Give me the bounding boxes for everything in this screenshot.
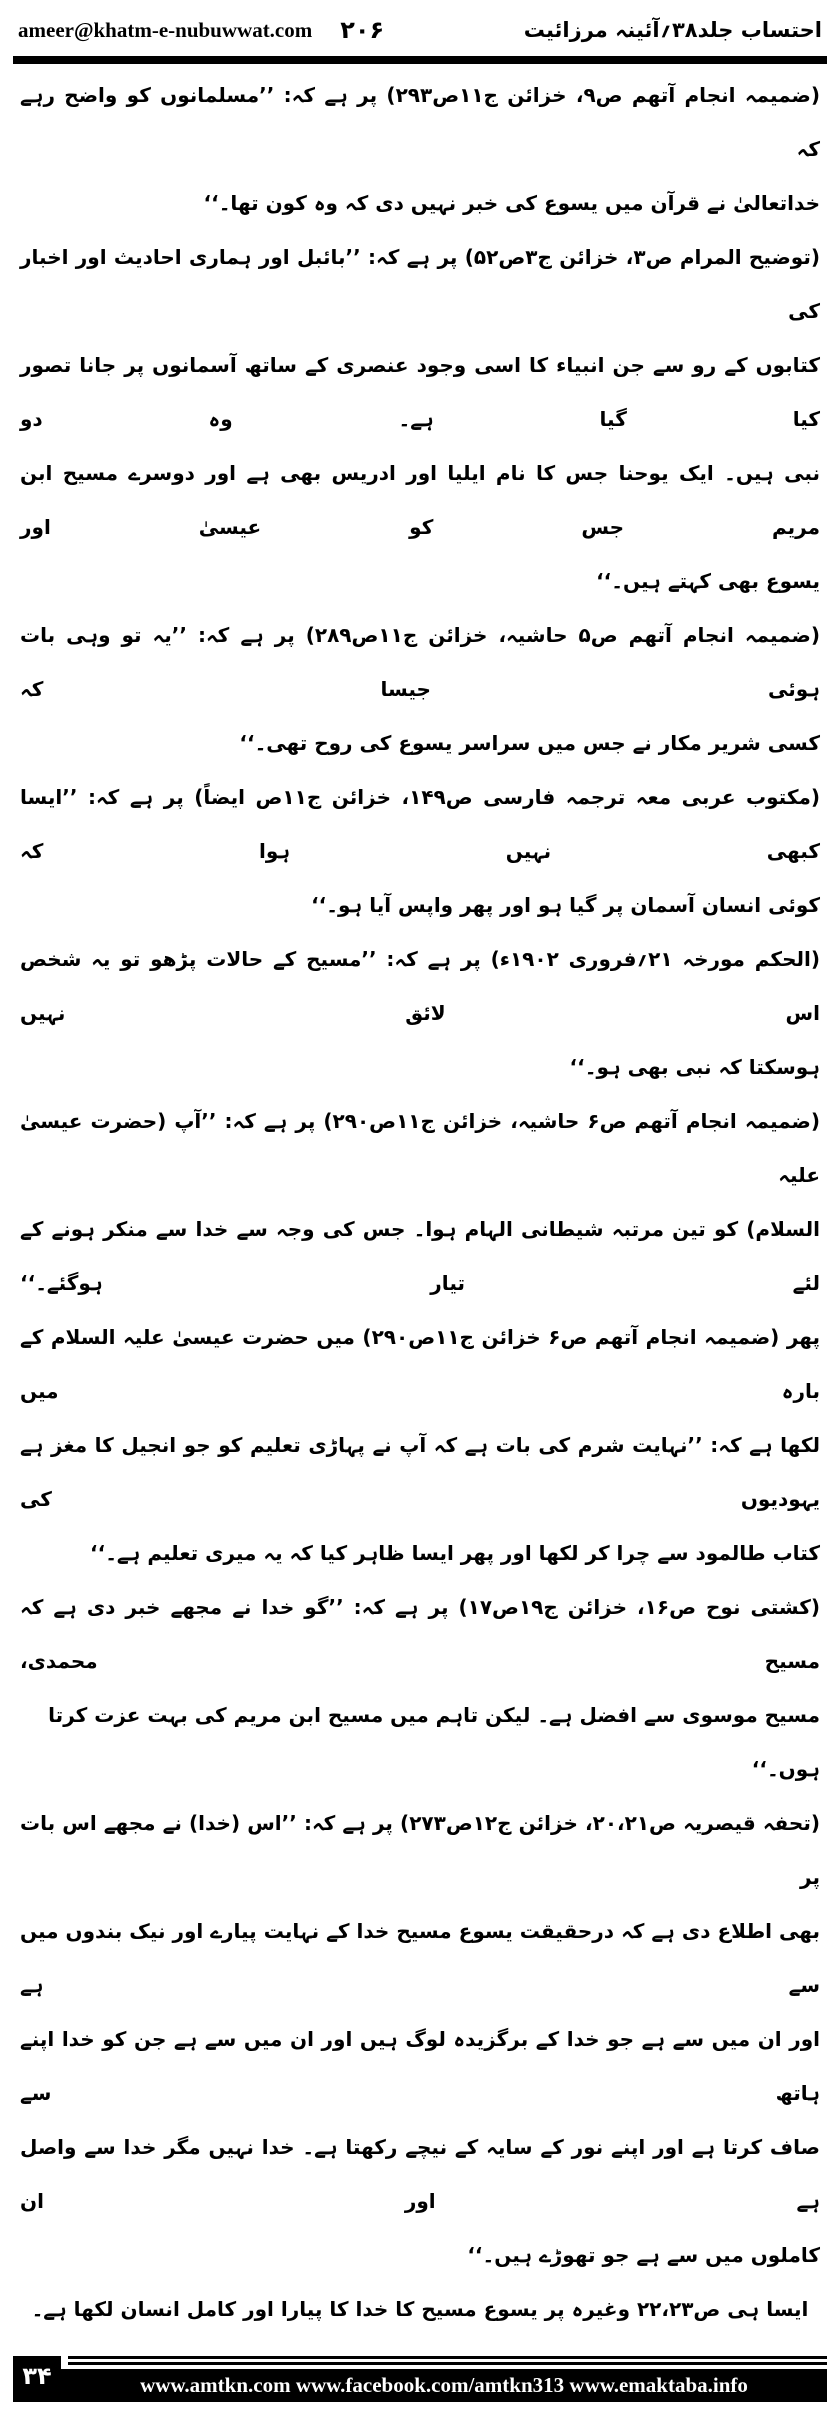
text-line: کسی شریر مکار نے جس میں سراسر یسوع کی روح تھی۔‘‘ [239, 731, 820, 755]
header-book-title: احتساب جلد۳۸؍آئینہ مرزائیت [523, 18, 822, 42]
header-page-number: ۲۰۶ [340, 16, 385, 44]
footer-rules [68, 2356, 827, 2368]
text-line: لکھا ہے کہ: ’’نہایت شرم کی بات ہے کہ آپ نے پہاڑی تعلیم کو جو انجیل کا مغز ہے یہودیوں کی [20, 1433, 820, 1511]
header-rule [13, 56, 827, 64]
text-line: السلام) کو تین مرتبہ شیطانی الہام ہوا۔ جس کی وجہ سے خدا سے منکر ہونے کے لئے تیار ہوگئے۔‘‘ [20, 1217, 820, 1295]
text-line: ایسا ہی ص۲۲،۲۳ وغیرہ پر یسوع مسیح کا خدا کا پیارا اور کامل انسان لکھا ہے۔ [31, 2297, 809, 2321]
page-body [20, 68, 820, 2336]
text-line: مسیح موسوی سے افضل ہے۔ لیکن تاہم میں مسیح ابن مریم کی بہت عزت کرتا ہوں۔‘‘ [48, 1703, 820, 1781]
text-line: کتابوں کے رو سے جن انبیاء کا اسی وجود عنصری کے ساتھ آسمانوں پر جانا تصور کیا گیا ہے۔ وہ دو [20, 353, 820, 431]
text-line: یسوع بھی کہتے ہیں۔‘‘ [596, 569, 820, 593]
text-line: خداتعالیٰ نے قرآن میں یسوع کی خبر نہیں دی کہ وہ کون تھا۔‘‘ [203, 191, 820, 215]
page-footer [13, 2356, 827, 2402]
text-line: بھی اطلاع دی ہے کہ درحقیقت یسوع مسیح خدا کے نہایت پیارے اور نیک بندوں میں سے ہے [20, 1919, 820, 1997]
text-line: کتاب طالمود سے چرا کر لکھا اور پھر ایسا ظاہر کیا کہ یہ میری تعلیم ہے۔‘‘ [90, 1541, 820, 1565]
text-line: کوئی انسان آسمان پر گیا ہو اور پھر واپس آیا ہو۔‘‘ [311, 893, 820, 917]
text-line: اور ان میں سے ہے جو خدا کے برگزیدہ لوگ ہیں اور ان میں سے ہے جن کو خدا اپنے ہاتھ سے [20, 2027, 820, 2105]
text-line: (ضمیمہ انجام آتھم ص۶ حاشیہ، خزائن ج۱۱ص۲۹۰) پر ہے کہ: ’’آپ (حضرت عیسیٰ علیہ [20, 1109, 820, 1187]
text-line: (ضمیمہ انجام آتھم ص۹، خزائن ج۱۱ص۲۹۳) پر ہے کہ: ’’مسلمانوں کو واضح رہے کہ [20, 83, 820, 161]
text-line: (کشتی نوح ص۱۶، خزائن ج۱۹ص۱۷) پر ہے کہ: ’’گو خدا نے مجھے خبر دی ہے کہ مسیح محمدی، [20, 1595, 821, 1673]
text-line: نبی ہیں۔ ایک یوحنا جس کا نام ایلیا اور ادریس بھی ہے اور دوسرے مسیح ابن مریم جس کو عیسیٰ اور [20, 461, 820, 539]
text-line: (ضمیمہ انجام آتھم ص۵ حاشیہ، خزائن ج۱۱ص۲۸۹) پر ہے کہ: ’’یہ تو وہی بات ہوئی جیسا کہ [20, 623, 821, 701]
text-line: (مکتوب عربی معہ ترجمہ فارسی ص۱۴۹، خزائن ج۱۱ص ایضاً) پر ہے کہ: ’’ایسا کبھی نہیں ہوا کہ [20, 785, 820, 863]
text-line: (توضیح المرام ص۳، خزائن ج۳ص۵۲) پر ہے کہ: ’’بائبل اور ہماری احادیث اور اخبار کی [20, 245, 820, 323]
header-email: ameer@khatm-e-nubuwwat.com [18, 17, 313, 42]
text-line: ہوسکتا کہ نبی بھی ہو۔‘‘ [569, 1055, 820, 1079]
page-header [0, 0, 840, 46]
text-line: پھر (ضمیمہ انجام آتھم ص۶ خزائن ج۱۱ص۲۹۰) میں حضرت عیسیٰ علیہ السلام کے بارہ میں [20, 1325, 821, 1403]
text-line: (الحکم مورخہ ۲۱؍فروری ۱۹۰۲ء) پر ہے کہ: ’’مسیح کے حالات پڑھو تو یہ شخص اس لائق نہیں [20, 947, 820, 1025]
footer-page-number: ۳۴ [13, 2356, 61, 2402]
text-line: کاملوں میں سے ہے جو تھوڑے ہیں۔‘‘ [467, 2243, 820, 2267]
text-line: صاف کرتا ہے اور اپنے نور کے سایہ کے نیچے رکھتا ہے۔ خدا نہیں مگر خدا سے واصل ہے اور ان [20, 2135, 820, 2213]
text-line: (تحفہ قیصریہ ص۲۰،۲۱، خزائن ج۱۲ص۲۷۳) پر ہے کہ: ’’اس (خدا) نے مجھے اس بات پر [20, 1811, 820, 1889]
footer-links: www.amtkn.com www.facebook.com/amtkn313 www.emaktaba.info [61, 2369, 827, 2402]
